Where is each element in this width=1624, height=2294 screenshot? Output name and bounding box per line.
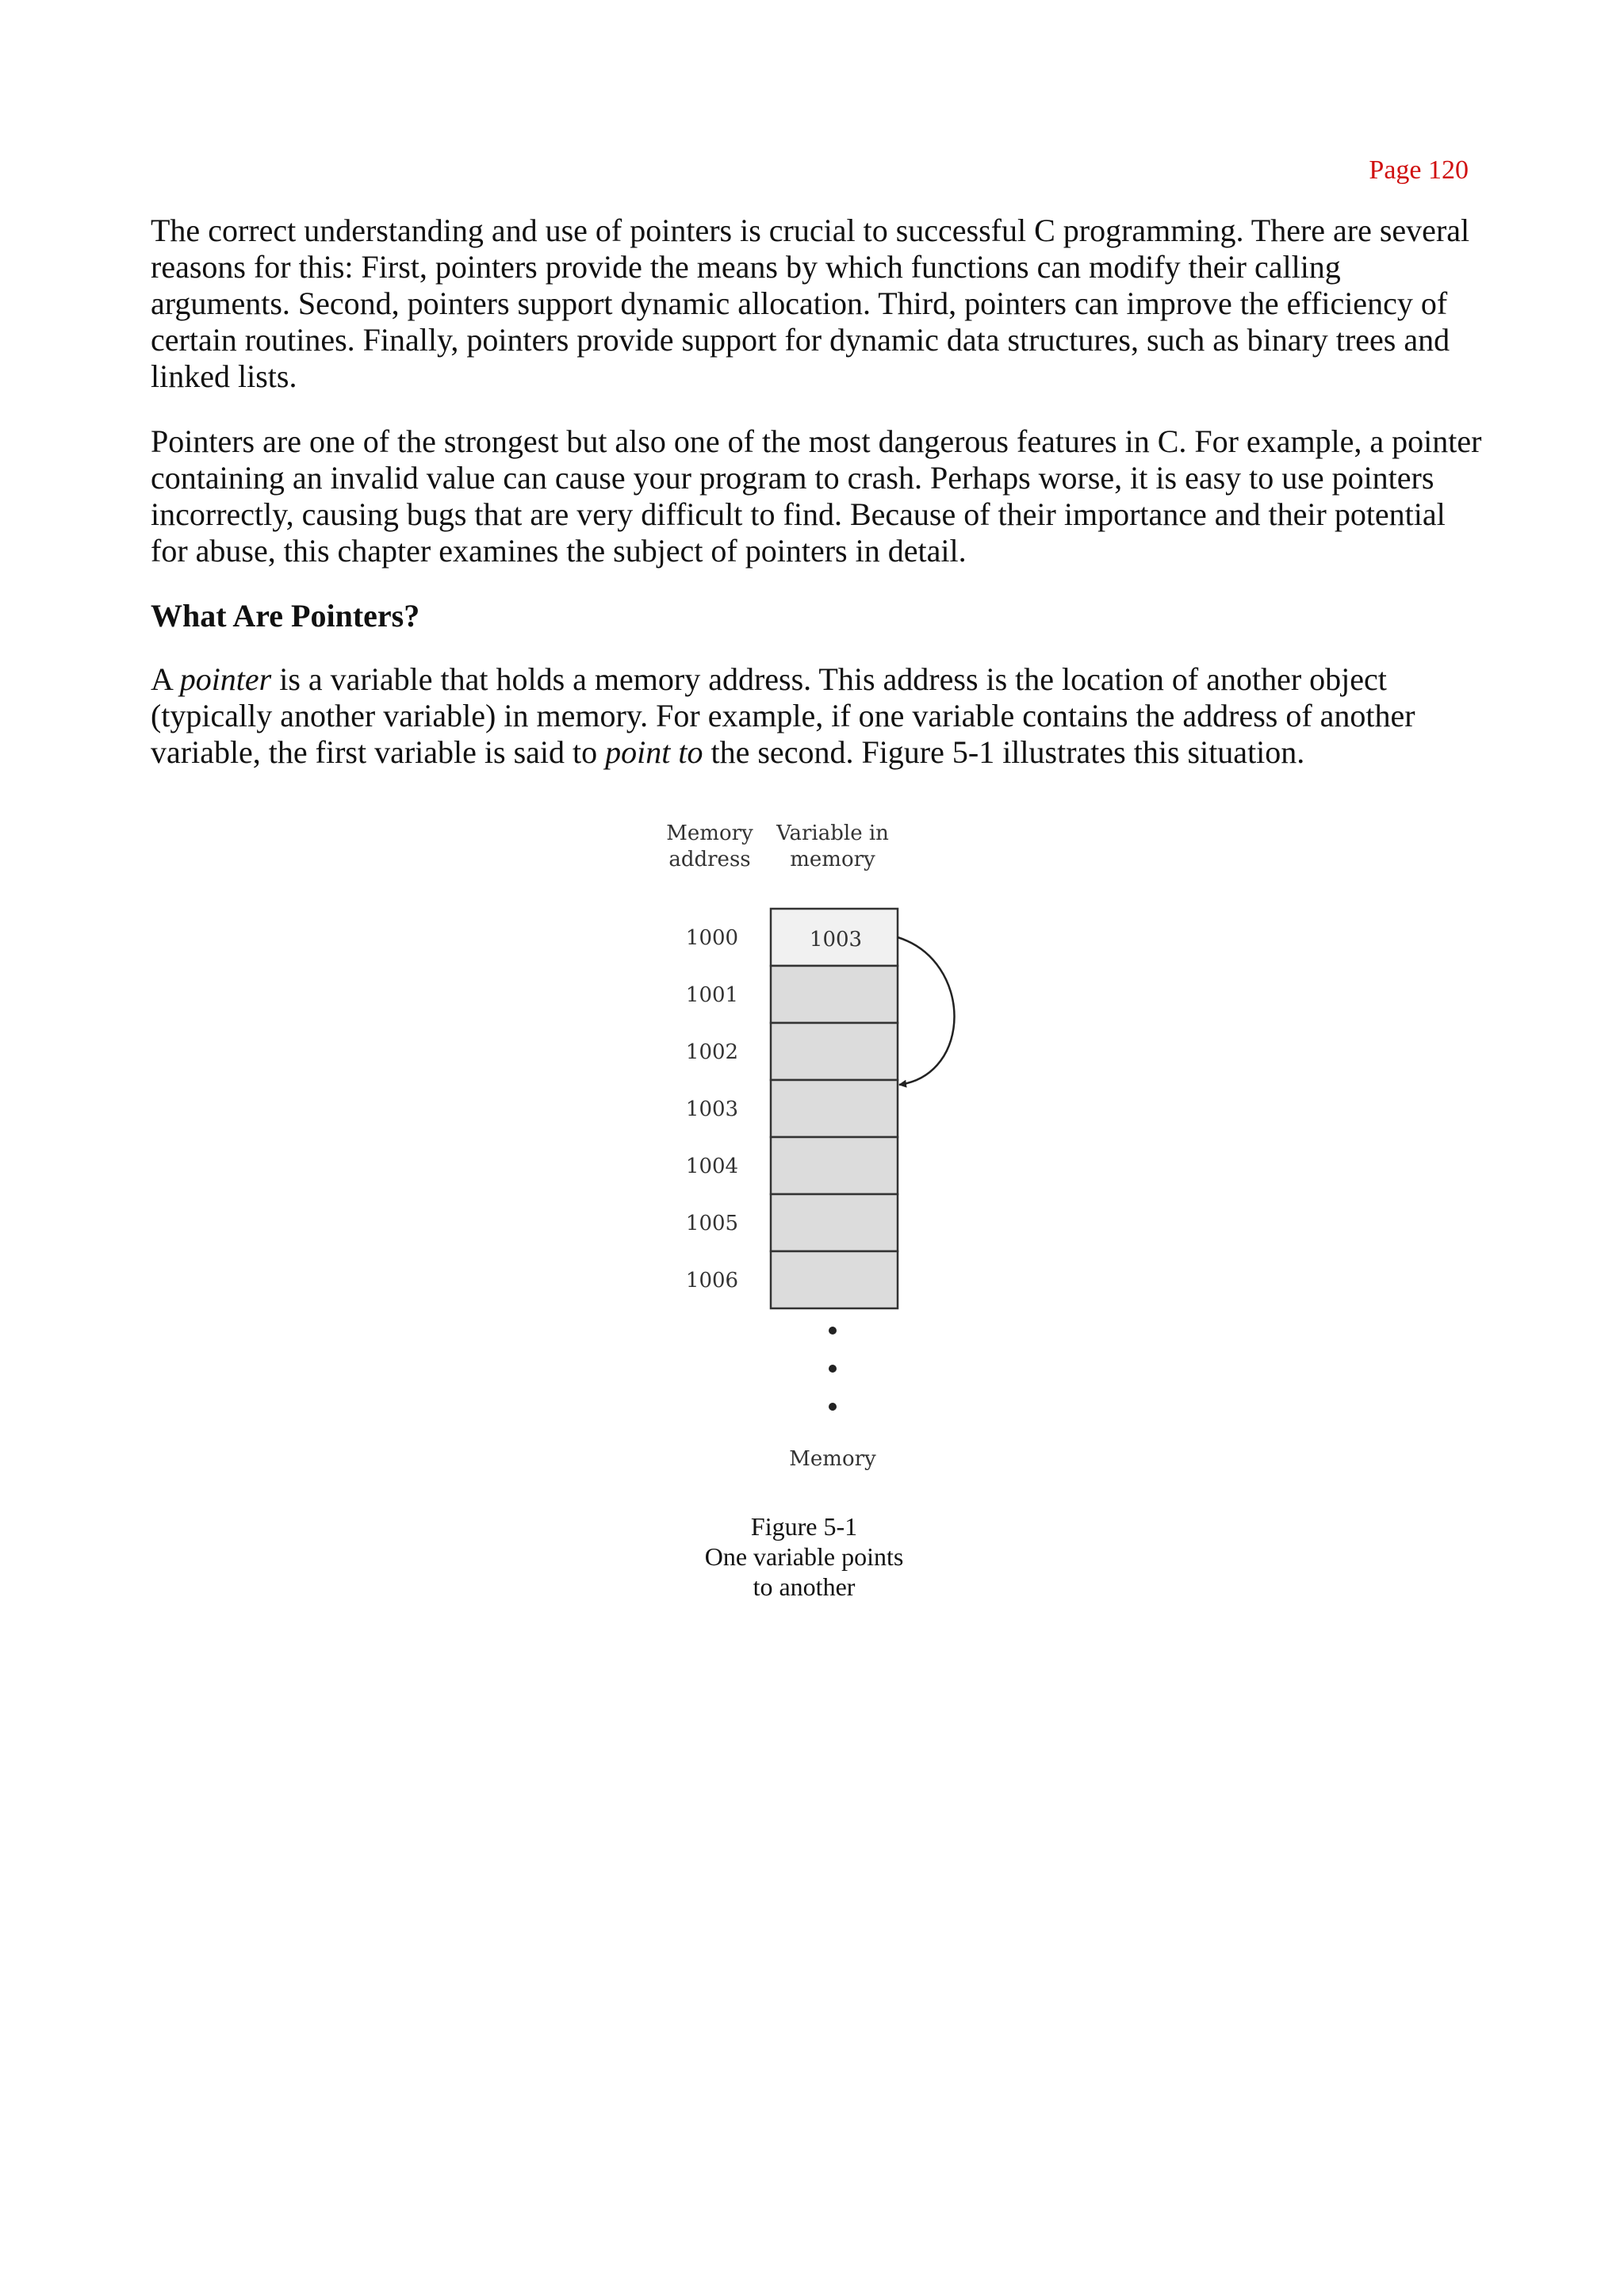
header-address-line2: address [668, 848, 751, 871]
memory-diagram [658, 817, 991, 1483]
term-point-to: point to [605, 734, 703, 770]
header-variable-line1: Variable in [776, 821, 889, 845]
pointer-arrow [898, 937, 955, 1085]
address-label: 1001 [685, 983, 739, 1007]
page-content [151, 213, 1483, 799]
memory-cell [771, 966, 898, 1023]
ellipsis-dot [829, 1365, 837, 1373]
text-run: is a variable that holds a memory address. This address is the location of another object (typically another variable) in memory. For example, if one variable contains the address of another variable, the first variable is said to [151, 661, 1415, 770]
memory-cell [771, 1080, 898, 1137]
address-label: 1003 [685, 1097, 739, 1121]
text-run: the second. Figure 5-1 illustrates this situation. [703, 734, 1305, 770]
memory-cell [771, 1137, 898, 1194]
memory-rows [686, 909, 898, 1308]
ellipsis-dot [829, 1403, 837, 1411]
paragraph-dangers: Pointers are one of the strongest but also one of the most dangerous features in C. For example, a pointer containing an invalid value can cause your program to crash. Perhaps worse, it is easy to use pointers incorrectly, causing bugs that are very difficult to find. Because of their importance and their potential for abuse, this chapter examines the subject of pointers in detail. [151, 423, 1482, 569]
paragraph-definition [151, 661, 1483, 771]
memory-cell [771, 1251, 898, 1308]
address-label: 1005 [685, 1212, 739, 1235]
ellipsis-dot [829, 1327, 837, 1335]
memory-cell [771, 1023, 898, 1080]
section-heading: What Are Pointers? [151, 598, 420, 634]
memory-label: Memory [789, 1447, 876, 1471]
figure-caption [645, 1511, 963, 1602]
caption-line: to another [753, 1572, 856, 1601]
header-variable-line2: memory [790, 848, 875, 871]
text-run: A [151, 661, 180, 697]
header-address-line1: Memory [666, 821, 753, 845]
address-label: 1006 [685, 1269, 739, 1293]
address-label: 1004 [685, 1155, 739, 1178]
page-number: Page 120 [1369, 155, 1469, 185]
paragraph-intro: The correct understanding and use of pointers is crucial to successful C programming. There are several reasons for this: First, pointers provide the means by which functions can modify their calling arguments. Second, pointers support dynamic allocation. Third, pointers can improve the efficiency of certain routines. Finally, pointers provide support for dynamic data structures, such as binary trees and linked lists. [151, 213, 1470, 394]
caption-line: One variable points [704, 1542, 904, 1571]
address-label: 1000 [685, 926, 739, 950]
memory-figure [658, 817, 991, 1483]
address-label: 1002 [685, 1040, 739, 1064]
term-pointer: pointer [179, 661, 272, 697]
memory-cell [771, 1194, 898, 1251]
cell-value: 1003 [809, 928, 863, 952]
caption-line: Figure 5-1 [750, 1512, 858, 1541]
